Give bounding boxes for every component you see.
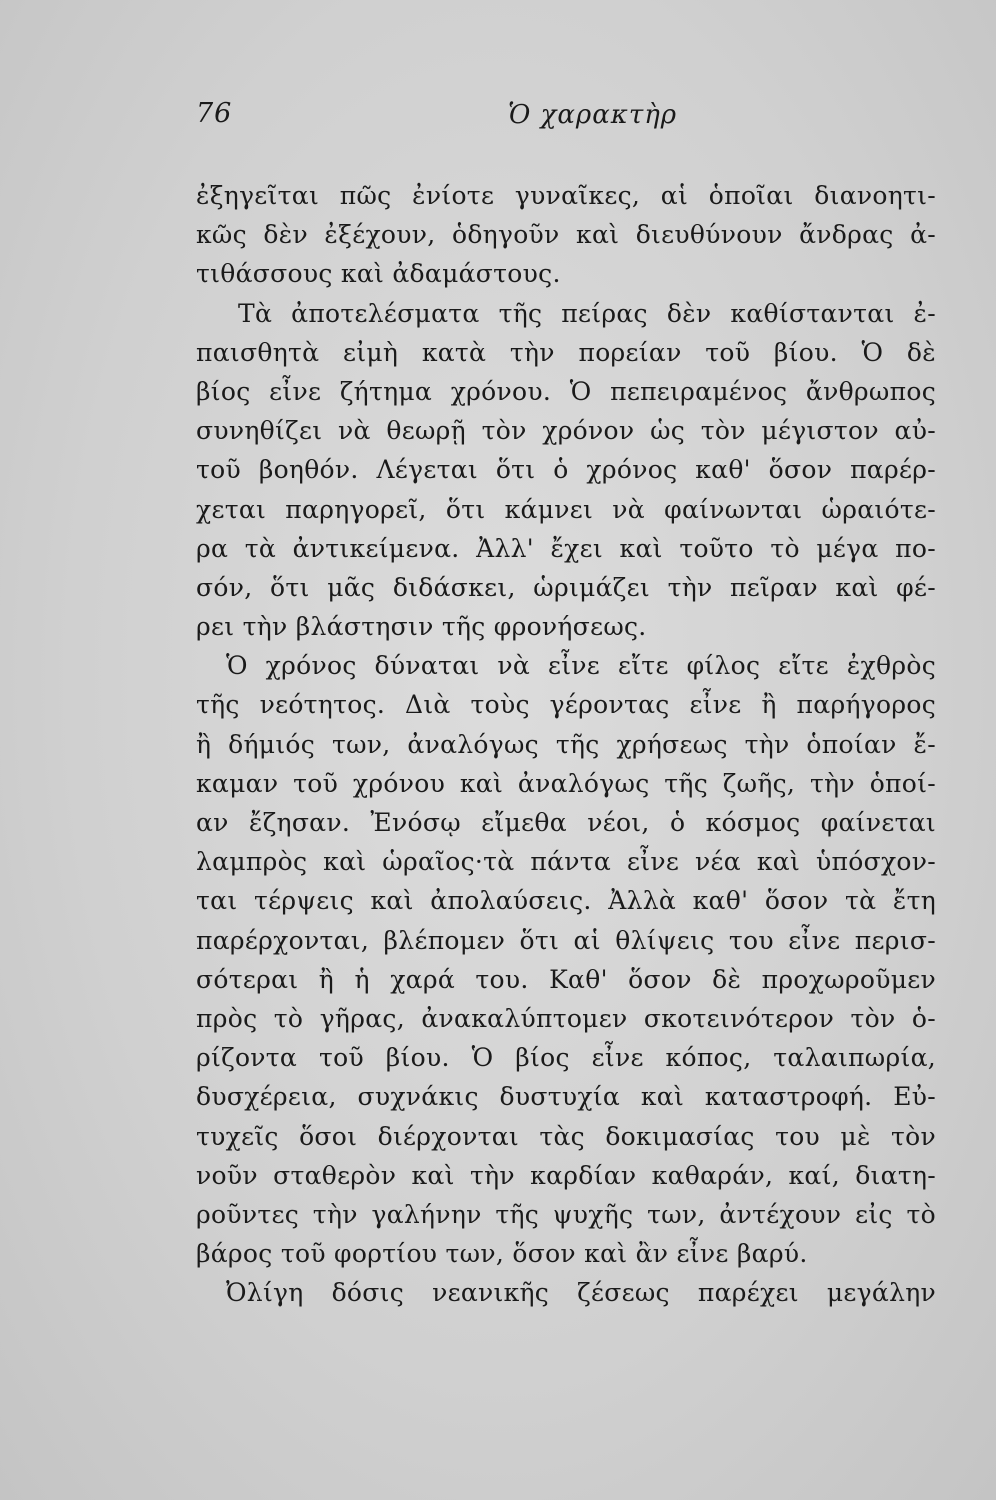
body-text [196, 176, 936, 1312]
text-line: βίος εἶνε ζήτημα χρόνου. Ὁ πεπειραμένος ἄνθρωπος [196, 376, 936, 406]
text-line: τοῦ βοηθόν. Λέγεται ὅτι ὁ χρόνος καθ' ὅσον παρέρ- [196, 455, 936, 485]
text-line: ρει τὴν βλάστησιν τῆς φρονήσεως. [196, 612, 647, 642]
text-line: δυσχέρεια, συχνάκις δυστυχία καὶ καταστροφή. Εὐ- [196, 1082, 936, 1112]
text-line: Ὁ χρόνος δύναται νὰ εἶνε εἴτε φίλος εἴτε ἐχθρὸς [226, 651, 936, 681]
text-line: σόν, ὅτι μᾶς διδάσκει, ὡριμάζει τὴν πεῖραν καὶ φέ- [196, 572, 936, 602]
text-line: χεται παρηγορεῖ, ὅτι κάμνει νὰ φαίνωνται ὡραιότε- [196, 494, 936, 524]
text-line: σότεραι ἢ ἡ χαρά του. Καθ' ὅσον δὲ προχωροῦμεν [196, 964, 936, 994]
text-line: κῶς δὲν ἐξέχουν, ὁδηγοῦν καὶ διευθύνουν ἄνδρας ἀ- [196, 220, 936, 250]
running-head: Ὁ χαρακτὴρ [508, 100, 678, 130]
page-number: 76 [196, 98, 233, 129]
text-line: ἐξηγεῖται πῶς ἐνίοτε γυναῖκες, αἱ ὁποῖαι διανοητι- [196, 181, 936, 210]
text-line: τῆς νεότητος. Διὰ τοὺς γέροντας εἶνε ἢ παρήγορος [196, 690, 936, 720]
text-line: Τὰ ἀποτελέσματα τῆς πείρας δὲν καθίστανται ἐ- [238, 298, 936, 328]
text-line: πρὸς τὸ γῆρας, ἀνακαλύπτομεν σκοτεινότερον τὸν ὁ- [196, 1003, 936, 1033]
text-line: συνηθίζει νὰ θεωρῇ τὸν χρόνον ὡς τὸν μέγιστον αὐ- [196, 416, 936, 446]
text-line: βάρος τοῦ φορτίου των, ὅσον καὶ ἂν εἶνε βαρύ. [196, 1239, 808, 1269]
text-line: νοῦν σταθερὸν καὶ τὴν καρδίαν καθαράν, καί, διατη- [196, 1160, 936, 1190]
text-line: αν ἔζησαν. Ἐνόσῳ εἴμεθα νέοι, ὁ κόσμος φαίνεται [196, 808, 936, 837]
text-line: Ὀλίγη δόσις νεανικῆς ζέσεως παρέχει μεγάλην [226, 1278, 936, 1308]
text-line: παισθητὰ εἰμὴ κατὰ τὴν πορείαν τοῦ βίου. Ὁ δὲ [196, 337, 936, 367]
text-line: ροῦντες τὴν γαλήνην τῆς ψυχῆς των, ἀντέχουν εἰς τὸ [196, 1199, 936, 1229]
text-line: ἢ δήμιός των, ἀναλόγως τῆς χρήσεως τὴν ὁποίαν ἔ- [196, 729, 936, 759]
text-line: ρίζοντα τοῦ βίου. Ὁ βίος εἶνε κόπος, ταλαιπωρία, [196, 1043, 936, 1073]
text-line: τιθάσσους καὶ ἀδαμάστους. [196, 259, 561, 289]
text-line: ρα τὰ ἀντικείμενα. Ἀλλ' ἔχει καὶ τοῦτο τὸ μέγα πο- [196, 533, 936, 563]
text-line: λαμπρὸς καὶ ὡραῖος·τὰ πάντα εἶνε νέα καὶ ὑπόσχον- [196, 847, 936, 877]
text-line: καμαν τοῦ χρόνου καὶ ἀναλόγως τῆς ζωῆς, τὴν ὁποί- [196, 768, 936, 798]
text-line: τυχεῖς ὅσοι διέρχονται τὰς δοκιμασίας του μὲ τὸν [196, 1121, 936, 1151]
text-line: παρέρχονται, βλέπομεν ὅτι αἱ θλίψεις του εἶνε περισ- [196, 925, 936, 955]
text-line: ται τέρψεις καὶ ἀπολαύσεις. Ἀλλὰ καθ' ὅσον τὰ ἔτη [196, 886, 936, 916]
